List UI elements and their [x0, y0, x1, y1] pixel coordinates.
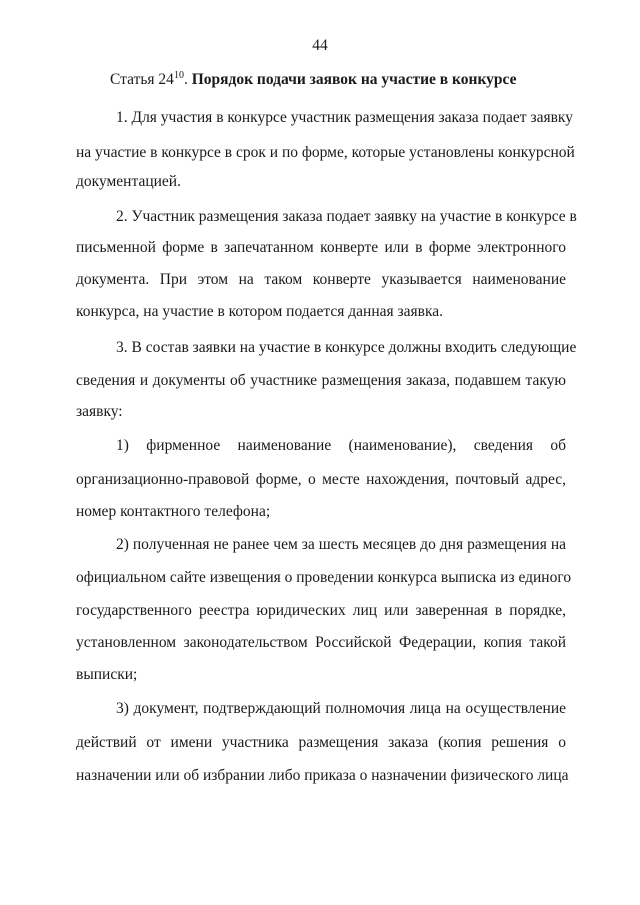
- text-line: конкурса, на участие в котором подается данная заявка.: [76, 303, 443, 320]
- text-line: 2) полученная не ранее чем за шесть месяцев до дня размещения на: [116, 536, 566, 553]
- article-superscript: 10: [173, 69, 184, 81]
- text-line: заявку:: [76, 403, 123, 420]
- text-line: официальном сайте извещения о проведении конкурса выписка из единого: [76, 569, 572, 586]
- text-line: 2. Участник размещения заказа подает заявку на участие в конкурсе в: [116, 208, 577, 225]
- text-line: 1) фирменное наименование (наименование), сведения об: [116, 437, 566, 454]
- article-separator: .: [183, 71, 188, 88]
- text-line: документацией.: [76, 173, 181, 190]
- text-line: письменной форме в запечатанном конверте или в форме электронного: [76, 239, 566, 256]
- text-line: документа. При этом на таком конверте указывается наименование: [76, 271, 566, 288]
- text-line: выписки;: [76, 666, 138, 683]
- page-number: 44: [312, 37, 328, 54]
- text-line: 3) документ, подтверждающий полномочия лица на осуществление: [116, 700, 566, 717]
- article-label: Статья 24: [110, 71, 174, 88]
- text-line: 1. Для участия в конкурсе участник размещения заказа подает заявку: [116, 109, 573, 126]
- text-line: номер контактного телефона;: [76, 503, 271, 520]
- text-line: установленном законодательством Российской Федерации, копия такой: [76, 634, 566, 651]
- text-line: назначении или об избрании либо приказа о назначении физического лица: [76, 767, 569, 784]
- text-line: сведения и документы об участнике размещения заказа, подавшем такую: [76, 372, 566, 389]
- text-line: государственного реестра юридических лиц или заверенная в порядке,: [76, 602, 566, 619]
- text-line: 3. В состав заявки на участие в конкурсе должны входить следующие: [116, 339, 577, 356]
- text-line: действий от имени участника размещения заказа (копия решения о: [76, 734, 566, 751]
- article-title: Порядок подачи заявок на участие в конкурсе: [191, 71, 517, 88]
- text-line: организационно-правовой форме, о месте нахождения, почтовый адрес,: [76, 471, 566, 488]
- text-line: на участие в конкурсе в срок и по форме, которые установлены конкурсной: [76, 144, 575, 161]
- article-heading: [110, 71, 580, 89]
